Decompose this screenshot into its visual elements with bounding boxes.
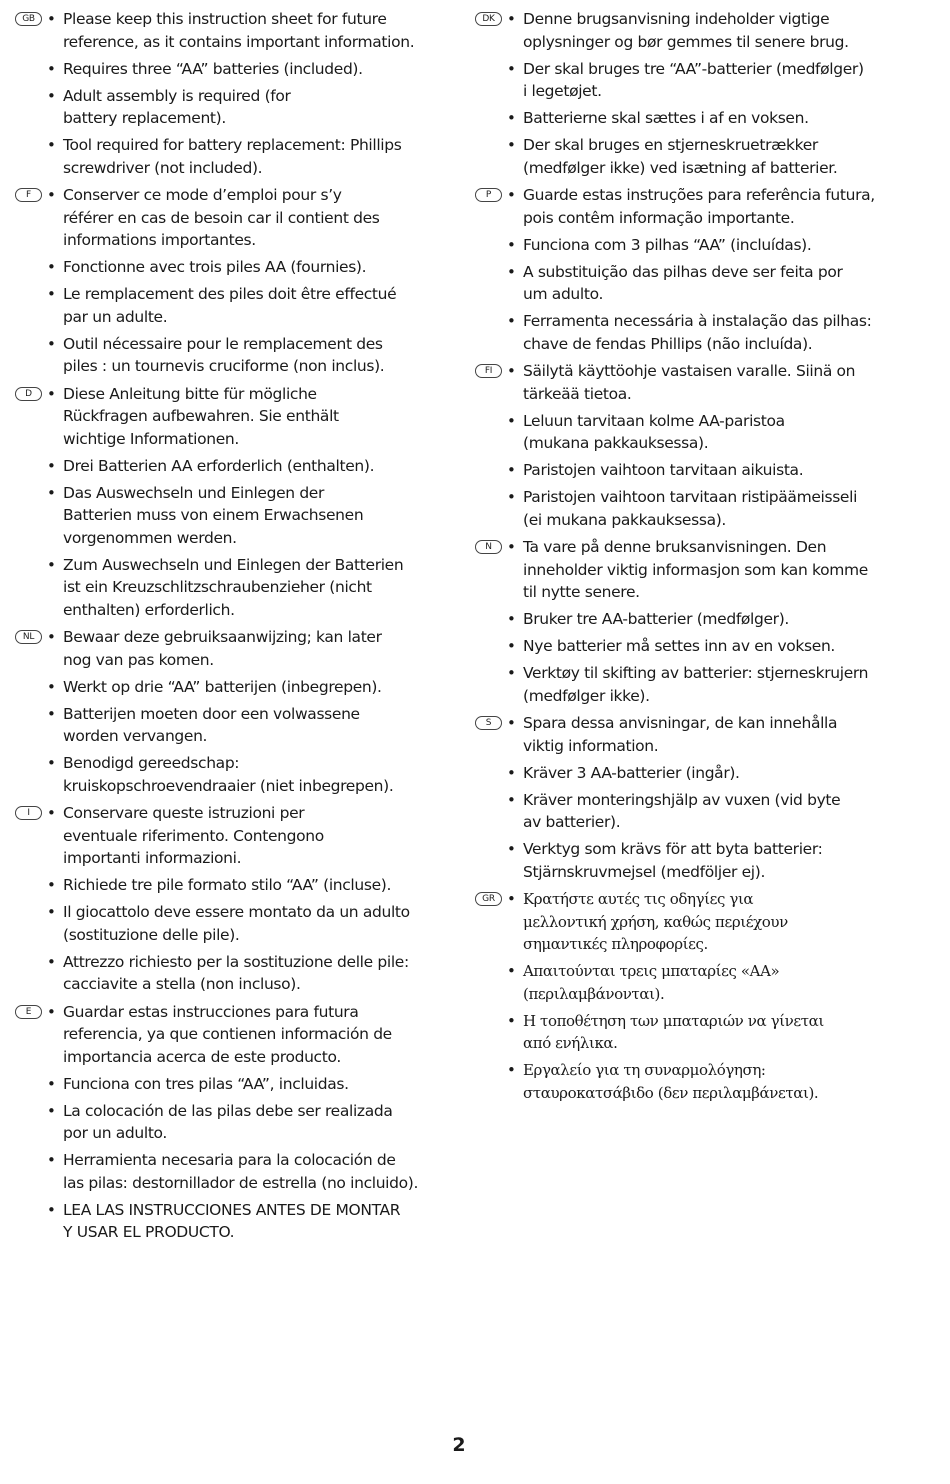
instruction-item: • Please keep this instruction sheet for future reference, as it contains important information. <box>47 8 455 53</box>
instruction-item: • Denne brugsanvisning indeholder vigtige oplysninger og bør gemmes til senere brug. <box>507 8 935 53</box>
instruction-item: • Verktyg som krävs för att byta batterier: Stjärnskruvmejsel (medföljer ej). <box>507 838 935 883</box>
language-code-badge: E <box>15 1005 42 1019</box>
instruction-item: • Werkt op drie “AA” batterijen (inbegrepen). <box>47 676 455 699</box>
language-code-badge: D <box>15 387 42 401</box>
instruction-item: • Spara dessa anvisningar, de kan innehålla viktig information. <box>507 712 935 757</box>
instruction-item: • Funciona com 3 pilhas “AA” (incluídas). <box>507 234 935 257</box>
instruction-item: • Guarde estas instruções para referência futura, pois contêm informação importante. <box>507 184 935 229</box>
language-code-badge: GR <box>475 892 502 906</box>
language-section-d <box>15 383 455 622</box>
instruction-item: • Tool required for battery replacement: Phillips screwdriver (not included). <box>47 134 455 179</box>
instruction-item: • Conservare queste istruzioni per eventuale riferimento. Contengono importanti informazioni. <box>47 802 455 870</box>
instruction-item: • Leluun tarvitaan kolme AA-paristoa (mukana pakkauksessa). <box>507 410 935 455</box>
instruction-item: • Adult assembly is required (for battery replacement). <box>47 85 455 130</box>
instruction-item: • Kräver 3 AA-batterier (ingår). <box>507 762 935 785</box>
instruction-item: • Conserver ce mode d’emploi pour s’y référer en cas de besoin car il contient des informations importantes. <box>47 184 455 252</box>
instruction-item: • Fonctionne avec trois piles AA (fournies). <box>47 256 455 279</box>
instruction-item: • Funciona con tres pilas “AA”, incluidas. <box>47 1073 455 1096</box>
instruction-item: • Requires three “AA” batteries (included). <box>47 58 455 81</box>
language-section-gb <box>15 8 455 179</box>
instruction-item: • La colocación de las pilas debe ser realizada por un adulto. <box>47 1100 455 1145</box>
instruction-item: • Diese Anleitung bitte für mögliche Rückfragen aufbewahren. Sie enthält wichtige Informationen. <box>47 383 455 451</box>
instruction-item: • Batterijen moeten door een volwassene worden vervangen. <box>47 703 455 748</box>
language-code-badge: S <box>475 716 502 730</box>
language-code-badge: I <box>15 806 42 820</box>
language-code-badge: N <box>475 540 502 554</box>
instruction-item: • Bewaar deze gebruiksaanwijzing; kan later nog van pas komen. <box>47 626 455 671</box>
instruction-item: • Ferramenta necessária à instalação das pilhas: chave de fendas Phillips (não incluída). <box>507 310 935 355</box>
language-section-s <box>475 712 935 883</box>
language-section-e <box>15 1001 455 1244</box>
language-code-badge: F <box>15 188 42 202</box>
language-section-n <box>475 536 935 707</box>
language-code-badge: NL <box>15 630 42 644</box>
instruction-item: • Nye batterier må settes inn av en voksen. <box>507 635 935 658</box>
language-section-p <box>475 184 935 355</box>
instruction-item: • Richiede tre pile formato stilo “AA” (incluse). <box>47 874 455 897</box>
instruction-item: • Outil nécessaire pour le remplacement des piles : un tournevis cruciforme (non inclus). <box>47 333 455 378</box>
language-code-badge: P <box>475 188 502 202</box>
instruction-item: • Verktøy til skifting av batterier: stjerneskrujern (medfølger ikke). <box>507 662 935 707</box>
language-section-dk <box>475 8 935 179</box>
right-column <box>475 8 935 1109</box>
language-section-fi <box>475 360 935 531</box>
instruction-item: • Das Auswechseln und Einlegen der Batterien muss von einem Erwachsenen vorgenommen werden. <box>47 482 455 550</box>
instruction-item: • Guardar estas instrucciones para futura referencia, ya que contienen información de importancia acerca de este producto. <box>47 1001 455 1069</box>
language-code-badge: FI <box>475 364 502 378</box>
instruction-item: • Drei Batterien AA erforderlich (enthalten). <box>47 455 455 478</box>
language-code-badge: GB <box>15 12 42 26</box>
instruction-item: • Batterierne skal sættes i af en voksen. <box>507 107 935 130</box>
page-number: 2 <box>452 1434 466 1456</box>
instruction-item: • Κρατήστε αυτές τις οδηγίες για μελλοντική χρήση, καθώς περιέχουν σημαντικές πληροφορίες. <box>507 888 935 956</box>
instruction-item: • Le remplacement des piles doit être effectué par un adulte. <box>47 283 455 328</box>
instruction-item: • Kräver monteringshjälp av vuxen (vid byte av batterier). <box>507 789 935 834</box>
instruction-item: • Der skal bruges en stjerneskruetrækker (medfølger ikke) ved isætning af batterier. <box>507 134 935 179</box>
instruction-item: • Bruker tre AA-batterier (medfølger). <box>507 608 935 631</box>
instruction-item: • A substituição das pilhas deve ser feita por um adulto. <box>507 261 935 306</box>
instruction-item: • Ta vare på denne bruksanvisningen. Den inneholder viktig informasjon som kan komme til nytte senere. <box>507 536 935 604</box>
instruction-item: • Der skal bruges tre “AA”-batterier (medfølger) i legetøjet. <box>507 58 935 103</box>
instruction-item: • Εργαλείο για τη συναρμολόγηση: σταυροκατσάβιδο (δεν περιλαμβάνεται). <box>507 1059 935 1104</box>
instruction-item: • Paristojen vaihtoon tarvitaan ristipäämeisseli (ei mukana pakkauksessa). <box>507 486 935 531</box>
instruction-item: • Απαιτούνται τρεις μπαταρίες «AA» (περιλαμβάνονται). <box>507 960 935 1005</box>
instruction-item: • Herramienta necesaria para la colocación de las pilas: destornillador de estrella (no incluido). <box>47 1149 455 1194</box>
language-section-i <box>15 802 455 996</box>
left-column <box>15 8 455 1249</box>
instruction-item: • Säilytä käyttöohje vastaisen varalle. Siinä on tärkeää tietoa. <box>507 360 935 405</box>
instruction-item: • Paristojen vaihtoon tarvitaan aikuista. <box>507 459 935 482</box>
instruction-item: • LEA LAS INSTRUCCIONES ANTES DE MONTAR Y USAR EL PRODUCTO. <box>47 1199 455 1244</box>
instruction-item: • Zum Auswechseln und Einlegen der Batterien ist ein Kreuzschlitzschraubenzieher (nicht enthalten) erforderlich. <box>47 554 455 622</box>
instruction-item: • Benodigd gereedschap: kruiskopschroevendraaier (niet inbegrepen). <box>47 752 455 797</box>
instruction-item: • Il giocattolo deve essere montato da un adulto (sostituzione delle pile). <box>47 901 455 946</box>
language-section-gr <box>475 888 935 1104</box>
language-section-f <box>15 184 455 378</box>
language-section-nl <box>15 626 455 797</box>
language-code-badge: DK <box>475 12 502 26</box>
instruction-item: • Attrezzo richiesto per la sostituzione delle pile: cacciavite a stella (non incluso). <box>47 951 455 996</box>
instruction-item: • Η τοποθέτηση των μπαταριών να γίνεται από ενήλικα. <box>507 1010 935 1055</box>
